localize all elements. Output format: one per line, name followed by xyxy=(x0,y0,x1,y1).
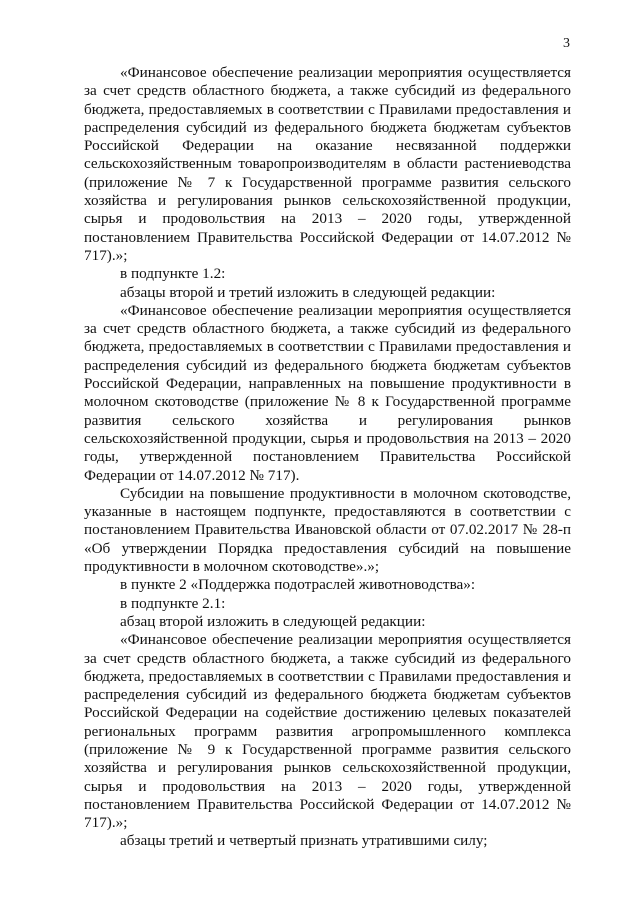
paragraph-subitem-1-2: в подпункте 1.2: xyxy=(120,265,226,283)
paragraph-subitem-2-1: в подпункте 2.1: xyxy=(120,594,226,612)
paragraph-instruction-1: абзацы второй и третий изложить в следующей редакции: xyxy=(120,283,496,301)
paragraph-subsidies: Субсидии на повышение продуктивности в молочном скотоводстве, указанные в настоящем подпункте, предоставляются в соответствии с постановлением Правительства Ивановской области от 07.02.2017 № 28-п «Об утверждении Порядка предоставления субсидий на повышение продуктивности в молочном скотоводстве».»; xyxy=(84,484,571,576)
page-number: 3 xyxy=(563,36,570,51)
paragraph-instruction-2: абзац второй изложить в следующей редакции: xyxy=(120,612,426,630)
paragraph-item-2: в пункте 2 «Поддержка подотраслей животноводства»: xyxy=(120,576,476,594)
document-body xyxy=(84,64,571,851)
paragraph-quote-1: «Финансовое обеспечение реализации мероприятия осуществляется за счет средств областного бюджета, а также субсидий из федерального бюджета, предоставляемых в соответствии с Правилами предоставления и распределения субсидий из федерального бюджета бюджетам субъектов Российской Федерации на оказание несвязанной поддержки сельскохозяйственным товаропроизводителям в области растениеводства (приложение № 7 к Государственной программе развития сельского хозяйства и регулирования рынков сельскохозяйственной продукции, сырья и продовольствия на 2013 – 2020 годы, утвержденной постановлением Правительства Российской Федерации от 14.07.2012 № 717).»; xyxy=(84,64,571,264)
paragraph-final: абзацы третий и четвертый признать утратившими силу; xyxy=(120,832,488,850)
paragraph-quote-3: «Финансовое обеспечение реализации мероприятия осуществляется за счет средств областного бюджета, а также субсидий из федерального бюджета, предоставляемых в соответствии с Правилами предоставления и распределения субсидий из федерального бюджета бюджетам субъектов Российской Федерации на содействие достижению целевых показателей региональных программ развития агропромышленного комплекса (приложение № 9 к Государственной программе развития сельского хозяйства и регулирования рынков сельскохозяйственной продукции, сырья и продовольствия на 2013 – 2020 годы, утвержденной постановлением Правительства Российской Федерации от 14.07.2012 № 717).»; xyxy=(84,631,571,832)
paragraph-quote-2: «Финансовое обеспечение реализации мероприятия осуществляется за счет средств областного бюджета, а также субсидий из федерального бюджета, предоставляемых в соответствии с Правилами предоставления и распределения субсидий из федерального бюджета бюджетам субъектов Российской Федерации, направленных на повышение продуктивности в молочном скотоводстве (приложение № 8 к Государственной программе развития сельского хозяйства и регулирования рынков сельскохозяйственной продукции, сырья и продовольствия на 2013 – 2020 годы, утвержденной постановлением Правительства Российской Федерации от 14.07.2012 № 717). xyxy=(84,301,571,484)
